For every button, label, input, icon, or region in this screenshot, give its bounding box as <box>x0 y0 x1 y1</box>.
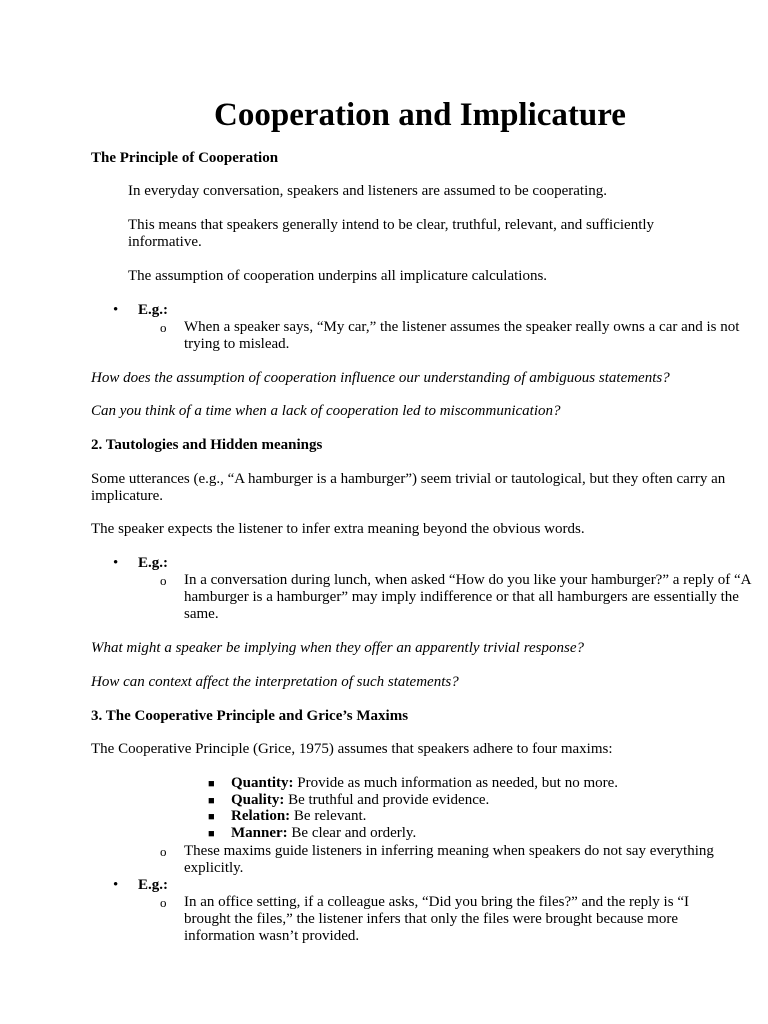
paragraph: The Cooperative Principle (Grice, 1975) assumes that speakers adhere to four maxims: <box>91 741 613 757</box>
square-bullet-icon: ■ <box>208 795 215 807</box>
paragraph: The assumption of cooperation underpins all implicature calculations. <box>128 268 548 284</box>
sub-bullet-icon: o <box>160 320 167 335</box>
reflection-question: How can context affect the interpretation of such statements? <box>91 674 459 690</box>
maxim-name: Quantity: <box>231 775 294 791</box>
maxim-name: Relation: <box>231 808 291 824</box>
section-heading-tautologies: 2. Tautologies and Hidden meanings <box>91 437 323 453</box>
example-text: When a speaker says, “My car,” the listener assumes the speaker really owns a car and is not trying to mislead. <box>184 319 740 352</box>
sub-bullet-icon: o <box>160 844 167 859</box>
maxim-text: Be truthful and provide evidence. <box>288 792 490 808</box>
paragraph: The speaker expects the listener to infer extra meaning beyond the obvious words. <box>91 521 585 537</box>
maxim-text: Be clear and orderly. <box>291 825 417 841</box>
reflection-question: How does the assumption of cooperation influence our understanding of ambiguous statements? <box>91 370 670 386</box>
maxim-name: Manner: <box>231 825 288 841</box>
example-label: E.g.: <box>138 877 168 893</box>
square-bullet-icon: ■ <box>208 811 215 823</box>
example-text: In an office setting, if a colleague asks, “Did you bring the files?” and the reply is “I brought the files,” the listener infers that only the files were brought because more information wasn’t provided. <box>184 894 689 944</box>
example-text: In a conversation during lunch, when asked “How do you like your hamburger?” a reply of “A hamburger is a hamburger” may imply indifference or that all hamburgers are essentially the same. <box>184 572 751 622</box>
paragraph: This means that speakers generally intend to be clear, truthful, relevant, and sufficiently informative. <box>128 217 655 250</box>
reflection-question: Can you think of a time when a lack of cooperation led to miscommunication? <box>91 403 561 419</box>
bullet-icon: • <box>113 302 119 318</box>
maxim-item <box>231 825 751 842</box>
maxim-item <box>231 775 751 792</box>
paragraph: In everyday conversation, speakers and listeners are assumed to be cooperating. <box>128 183 607 199</box>
maxim-text: Be relevant. <box>293 808 367 824</box>
section-heading-maxims: 3. The Cooperative Principle and Grice’s Maxims <box>91 708 409 724</box>
maxim-item <box>231 792 751 809</box>
square-bullet-icon: ■ <box>208 778 215 790</box>
reflection-question: What might a speaker be implying when they offer an apparently trivial response? <box>91 640 584 656</box>
example-label: E.g.: <box>138 302 168 318</box>
sub-bullet-icon: o <box>160 895 167 910</box>
page-title: Cooperation and Implicature <box>214 97 626 133</box>
section-heading-cooperation: The Principle of Cooperation <box>91 150 279 166</box>
bullet-icon: • <box>113 877 119 893</box>
maxims-note: These maxims guide listeners in inferring meaning when speakers do not say everything explicitly. <box>184 843 714 876</box>
example-label: E.g.: <box>138 555 168 571</box>
bullet-icon: • <box>113 555 119 571</box>
square-bullet-icon: ■ <box>208 828 215 840</box>
sub-bullet-icon: o <box>160 573 167 588</box>
maxim-name: Quality: <box>231 792 285 808</box>
maxim-item <box>231 808 751 825</box>
maxim-text: Provide as much information as needed, but no more. <box>297 775 619 791</box>
paragraph: Some utterances (e.g., “A hamburger is a hamburger”) seem trivial or tautological, but they often carry an implicature. <box>91 471 726 504</box>
